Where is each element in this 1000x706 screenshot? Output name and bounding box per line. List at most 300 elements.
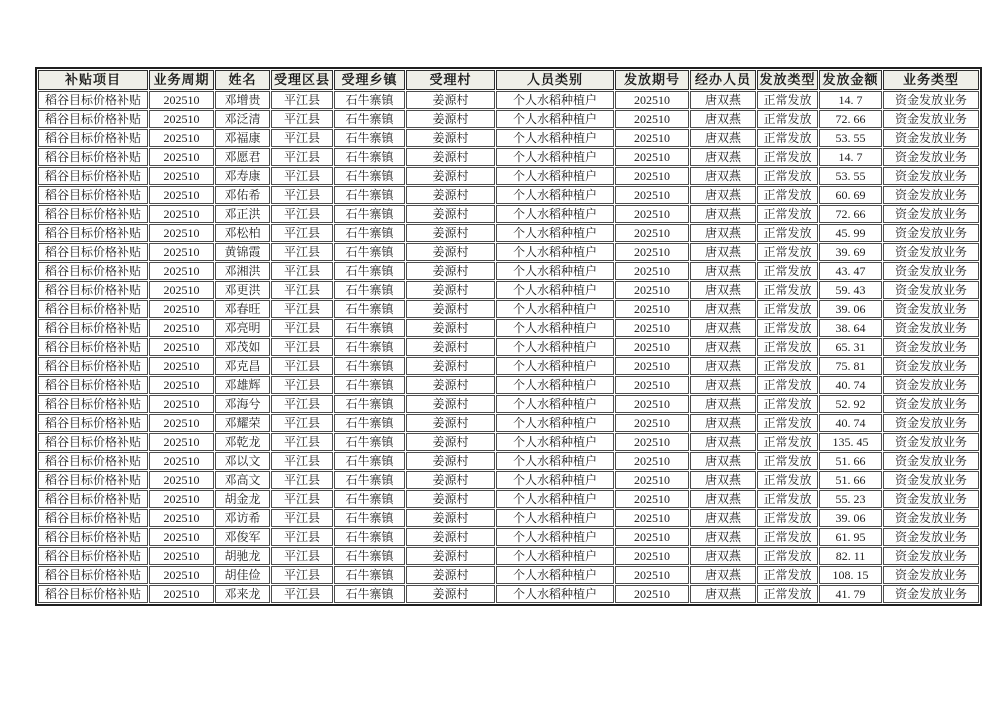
table-cell: 108. 15 [819, 566, 882, 584]
table-cell: 202510 [149, 528, 214, 546]
table-cell: 邓福康 [215, 129, 270, 147]
column-header: 发放类型 [757, 70, 818, 90]
table-cell: 正常发放 [757, 452, 818, 470]
table-header [38, 70, 979, 90]
table-cell: 202510 [615, 300, 689, 318]
table-cell: 资金发放业务 [883, 205, 979, 223]
table-row [38, 376, 979, 394]
table-row [38, 433, 979, 451]
table-cell: 45. 99 [819, 224, 882, 242]
table-cell: 202510 [149, 452, 214, 470]
table-cell: 姜源村 [406, 376, 495, 394]
table-cell: 14. 7 [819, 148, 882, 166]
table-cell: 石牛寨镇 [334, 452, 405, 470]
table-cell: 姜源村 [406, 338, 495, 356]
table-cell: 石牛寨镇 [334, 167, 405, 185]
table-cell: 资金发放业务 [883, 129, 979, 147]
table-cell: 202510 [149, 91, 214, 109]
table-cell: 正常发放 [757, 509, 818, 527]
table-cell: 石牛寨镇 [334, 224, 405, 242]
table-cell: 个人水稻种植户 [496, 376, 614, 394]
table-cell: 平江县 [271, 452, 333, 470]
table-cell: 正常发放 [757, 547, 818, 565]
table-cell: 姜源村 [406, 300, 495, 318]
table-cell: 姜源村 [406, 110, 495, 128]
table-cell: 202510 [615, 186, 689, 204]
table-cell: 石牛寨镇 [334, 376, 405, 394]
table-cell: 正常发放 [757, 300, 818, 318]
column-header: 补贴项目 [38, 70, 148, 90]
table-cell: 53. 55 [819, 129, 882, 147]
table-cell: 邓春旺 [215, 300, 270, 318]
table-cell: 202510 [615, 395, 689, 413]
table-cell: 资金发放业务 [883, 319, 979, 337]
table-cell: 正常发放 [757, 566, 818, 584]
table-cell: 石牛寨镇 [334, 547, 405, 565]
table-cell: 个人水稻种植户 [496, 319, 614, 337]
table-cell: 202510 [149, 357, 214, 375]
table-cell: 唐双燕 [690, 91, 756, 109]
table-cell: 唐双燕 [690, 167, 756, 185]
table-cell: 稻谷目标价格补贴 [38, 452, 148, 470]
table-cell: 资金发放业务 [883, 566, 979, 584]
table-cell: 邓乾龙 [215, 433, 270, 451]
table-cell: 资金发放业务 [883, 471, 979, 489]
table-cell: 邓泛清 [215, 110, 270, 128]
table-cell: 202510 [615, 129, 689, 147]
table-cell: 稻谷目标价格补贴 [38, 357, 148, 375]
table-cell: 姜源村 [406, 243, 495, 261]
table-cell: 稻谷目标价格补贴 [38, 414, 148, 432]
table-cell: 平江县 [271, 148, 333, 166]
table-cell: 61. 95 [819, 528, 882, 546]
table-cell: 38. 64 [819, 319, 882, 337]
table-cell: 52. 92 [819, 395, 882, 413]
table-cell: 稻谷目标价格补贴 [38, 110, 148, 128]
table-cell: 稻谷目标价格补贴 [38, 129, 148, 147]
table-cell: 石牛寨镇 [334, 91, 405, 109]
table-cell: 邓佑希 [215, 186, 270, 204]
table-cell: 平江县 [271, 186, 333, 204]
table-cell: 正常发放 [757, 414, 818, 432]
table-cell: 正常发放 [757, 243, 818, 261]
table-cell: 平江县 [271, 585, 333, 603]
table-cell: 平江县 [271, 357, 333, 375]
table-cell: 平江县 [271, 528, 333, 546]
table-row [38, 300, 979, 318]
column-header: 经办人员 [690, 70, 756, 90]
table-cell: 正常发放 [757, 471, 818, 489]
table-cell: 72. 66 [819, 110, 882, 128]
table-row [38, 395, 979, 413]
table-cell: 202510 [149, 433, 214, 451]
table-cell: 姜源村 [406, 490, 495, 508]
table-cell: 邓茂如 [215, 338, 270, 356]
table-cell: 稻谷目标价格补贴 [38, 547, 148, 565]
table-cell: 稻谷目标价格补贴 [38, 224, 148, 242]
table-cell: 唐双燕 [690, 281, 756, 299]
table-cell: 姜源村 [406, 471, 495, 489]
table-cell: 唐双燕 [690, 395, 756, 413]
table-cell: 个人水稻种植户 [496, 357, 614, 375]
table-cell: 邓访希 [215, 509, 270, 527]
table-cell: 平江县 [271, 433, 333, 451]
table-row [38, 414, 979, 432]
table-row [38, 281, 979, 299]
table-cell: 75. 81 [819, 357, 882, 375]
table-cell: 唐双燕 [690, 148, 756, 166]
table-row [38, 186, 979, 204]
table-cell: 邓正洪 [215, 205, 270, 223]
table-cell: 稻谷目标价格补贴 [38, 585, 148, 603]
table-cell: 59. 43 [819, 281, 882, 299]
table-cell: 石牛寨镇 [334, 433, 405, 451]
table-cell: 平江县 [271, 205, 333, 223]
table-cell: 202510 [615, 319, 689, 337]
table-cell: 202510 [615, 91, 689, 109]
table-cell: 202510 [149, 224, 214, 242]
table-cell: 稻谷目标价格补贴 [38, 91, 148, 109]
table-cell: 平江县 [271, 338, 333, 356]
table-cell: 唐双燕 [690, 376, 756, 394]
table-cell: 202510 [615, 585, 689, 603]
table-cell: 202510 [149, 566, 214, 584]
table-cell: 82. 11 [819, 547, 882, 565]
table-cell: 石牛寨镇 [334, 414, 405, 432]
table-cell: 202510 [149, 509, 214, 527]
table-cell: 个人水稻种植户 [496, 300, 614, 318]
table-cell: 唐双燕 [690, 186, 756, 204]
table-cell: 稻谷目标价格补贴 [38, 509, 148, 527]
table-cell: 202510 [615, 376, 689, 394]
table-cell: 邓俊军 [215, 528, 270, 546]
table-cell: 平江县 [271, 414, 333, 432]
table-row [38, 91, 979, 109]
table-cell: 平江县 [271, 129, 333, 147]
table-cell: 胡驰龙 [215, 547, 270, 565]
table-cell: 稻谷目标价格补贴 [38, 243, 148, 261]
table-cell: 202510 [149, 148, 214, 166]
table-row [38, 167, 979, 185]
table-cell: 资金发放业务 [883, 186, 979, 204]
table-cell: 202510 [615, 281, 689, 299]
table-cell: 平江县 [271, 224, 333, 242]
table-cell: 资金发放业务 [883, 547, 979, 565]
table-cell: 个人水稻种植户 [496, 585, 614, 603]
table-cell: 稻谷目标价格补贴 [38, 376, 148, 394]
table-cell: 资金发放业务 [883, 509, 979, 527]
table-cell: 邓愿君 [215, 148, 270, 166]
table-cell: 正常发放 [757, 585, 818, 603]
table-cell: 姜源村 [406, 281, 495, 299]
table-cell: 邓松柏 [215, 224, 270, 242]
table-cell: 石牛寨镇 [334, 528, 405, 546]
table-cell: 邓湘洪 [215, 262, 270, 280]
table-cell: 资金发放业务 [883, 585, 979, 603]
table-cell: 正常发放 [757, 186, 818, 204]
table-cell: 个人水稻种植户 [496, 91, 614, 109]
table-cell: 51. 66 [819, 452, 882, 470]
table-cell: 个人水稻种植户 [496, 566, 614, 584]
table-cell: 邓亮明 [215, 319, 270, 337]
table-row [38, 357, 979, 375]
table-cell: 姜源村 [406, 452, 495, 470]
table-cell: 石牛寨镇 [334, 319, 405, 337]
table-cell: 正常发放 [757, 148, 818, 166]
table-cell: 姜源村 [406, 395, 495, 413]
table-cell: 53. 55 [819, 167, 882, 185]
table-cell: 40. 74 [819, 414, 882, 432]
table-cell: 唐双燕 [690, 452, 756, 470]
table-cell: 个人水稻种植户 [496, 452, 614, 470]
table-cell: 资金发放业务 [883, 490, 979, 508]
table-cell: 唐双燕 [690, 433, 756, 451]
table-cell: 姜源村 [406, 205, 495, 223]
table-row [38, 452, 979, 470]
table-cell: 202510 [149, 167, 214, 185]
subsidy-table [35, 67, 982, 606]
table-cell: 平江县 [271, 281, 333, 299]
table-cell: 稻谷目标价格补贴 [38, 528, 148, 546]
table-cell: 资金发放业务 [883, 262, 979, 280]
table-row [38, 243, 979, 261]
table-cell: 202510 [615, 357, 689, 375]
table-cell: 唐双燕 [690, 357, 756, 375]
table-cell: 稻谷目标价格补贴 [38, 262, 148, 280]
table-row [38, 110, 979, 128]
column-header: 受理区县 [271, 70, 333, 90]
table-cell: 邓雄辉 [215, 376, 270, 394]
table-cell: 稻谷目标价格补贴 [38, 471, 148, 489]
table-row [38, 338, 979, 356]
table-row [38, 148, 979, 166]
table-cell: 202510 [149, 585, 214, 603]
table-cell: 平江县 [271, 376, 333, 394]
table-row [38, 129, 979, 147]
table-cell: 51. 66 [819, 471, 882, 489]
table-cell: 资金发放业务 [883, 91, 979, 109]
table-cell: 唐双燕 [690, 471, 756, 489]
table-cell: 姜源村 [406, 262, 495, 280]
table-cell: 65. 31 [819, 338, 882, 356]
table-cell: 202510 [615, 528, 689, 546]
table-cell: 202510 [615, 433, 689, 451]
table-row [38, 547, 979, 565]
table-cell: 41. 79 [819, 585, 882, 603]
table-cell: 202510 [149, 319, 214, 337]
table-cell: 正常发放 [757, 167, 818, 185]
table-row [38, 262, 979, 280]
table-cell: 39. 06 [819, 509, 882, 527]
table-cell: 资金发放业务 [883, 433, 979, 451]
column-header: 发放金额 [819, 70, 882, 90]
table-cell: 邓更洪 [215, 281, 270, 299]
table-cell: 72. 66 [819, 205, 882, 223]
table-cell: 202510 [615, 243, 689, 261]
table-cell: 姜源村 [406, 566, 495, 584]
table-cell: 唐双燕 [690, 224, 756, 242]
table-cell: 202510 [615, 471, 689, 489]
table-cell: 135. 45 [819, 433, 882, 451]
table-cell: 邓寿康 [215, 167, 270, 185]
table-cell: 正常发放 [757, 433, 818, 451]
table-cell: 邓增贵 [215, 91, 270, 109]
table-cell: 正常发放 [757, 376, 818, 394]
table-cell: 石牛寨镇 [334, 205, 405, 223]
table-cell: 202510 [615, 205, 689, 223]
table-cell: 唐双燕 [690, 547, 756, 565]
table-cell: 202510 [615, 509, 689, 527]
table-cell: 40. 74 [819, 376, 882, 394]
column-header: 人员类别 [496, 70, 614, 90]
table-cell: 唐双燕 [690, 300, 756, 318]
table-cell: 稻谷目标价格补贴 [38, 433, 148, 451]
table-cell: 资金发放业务 [883, 110, 979, 128]
table-cell: 唐双燕 [690, 129, 756, 147]
table-cell: 石牛寨镇 [334, 357, 405, 375]
table-body [38, 91, 979, 603]
table-cell: 正常发放 [757, 281, 818, 299]
table-cell: 个人水稻种植户 [496, 414, 614, 432]
column-header: 业务类型 [883, 70, 979, 90]
table-cell: 姜源村 [406, 319, 495, 337]
table-cell: 姜源村 [406, 528, 495, 546]
table-cell: 稻谷目标价格补贴 [38, 566, 148, 584]
table-row [38, 471, 979, 489]
table-cell: 个人水稻种植户 [496, 338, 614, 356]
table-cell: 正常发放 [757, 91, 818, 109]
table-cell: 202510 [149, 243, 214, 261]
table-cell: 个人水稻种植户 [496, 186, 614, 204]
table-cell: 平江县 [271, 319, 333, 337]
table-cell: 石牛寨镇 [334, 490, 405, 508]
table-cell: 资金发放业务 [883, 376, 979, 394]
table-cell: 202510 [149, 186, 214, 204]
table-cell: 202510 [615, 414, 689, 432]
table-cell: 胡佳俭 [215, 566, 270, 584]
table-cell: 个人水稻种植户 [496, 262, 614, 280]
table-cell: 石牛寨镇 [334, 148, 405, 166]
table-cell: 55. 23 [819, 490, 882, 508]
table-cell: 正常发放 [757, 319, 818, 337]
table-cell: 石牛寨镇 [334, 509, 405, 527]
table-cell: 石牛寨镇 [334, 281, 405, 299]
table-cell: 43. 47 [819, 262, 882, 280]
table-cell: 202510 [149, 281, 214, 299]
table-cell: 邓海兮 [215, 395, 270, 413]
table-cell: 平江县 [271, 262, 333, 280]
table-cell: 石牛寨镇 [334, 338, 405, 356]
table-cell: 稻谷目标价格补贴 [38, 186, 148, 204]
table-cell: 姜源村 [406, 547, 495, 565]
table-cell: 资金发放业务 [883, 528, 979, 546]
table-cell: 平江县 [271, 300, 333, 318]
table-cell: 稻谷目标价格补贴 [38, 167, 148, 185]
table-cell: 唐双燕 [690, 110, 756, 128]
table-cell: 平江县 [271, 566, 333, 584]
table-cell: 平江县 [271, 243, 333, 261]
table-cell: 个人水稻种植户 [496, 110, 614, 128]
table-cell: 邓克昌 [215, 357, 270, 375]
table-row [38, 490, 979, 508]
table-cell: 202510 [615, 452, 689, 470]
table-row [38, 205, 979, 223]
table-cell: 稻谷目标价格补贴 [38, 319, 148, 337]
table-row [38, 509, 979, 527]
column-header: 姓名 [215, 70, 270, 90]
column-header: 发放期号 [615, 70, 689, 90]
table-cell: 石牛寨镇 [334, 129, 405, 147]
table-cell: 个人水稻种植户 [496, 471, 614, 489]
table-cell: 202510 [149, 205, 214, 223]
table-cell: 胡金龙 [215, 490, 270, 508]
table-cell: 稻谷目标价格补贴 [38, 338, 148, 356]
table-cell: 资金发放业务 [883, 243, 979, 261]
table-cell: 正常发放 [757, 110, 818, 128]
table-cell: 资金发放业务 [883, 148, 979, 166]
table-row [38, 224, 979, 242]
table-cell: 正常发放 [757, 205, 818, 223]
table-cell: 202510 [149, 262, 214, 280]
table-cell: 202510 [615, 110, 689, 128]
table-cell: 平江县 [271, 547, 333, 565]
table-row [38, 585, 979, 603]
table-cell: 资金发放业务 [883, 452, 979, 470]
table-cell: 稻谷目标价格补贴 [38, 205, 148, 223]
table-cell: 个人水稻种植户 [496, 243, 614, 261]
table-cell: 邓耀荣 [215, 414, 270, 432]
table-cell: 正常发放 [757, 528, 818, 546]
table-cell: 石牛寨镇 [334, 186, 405, 204]
table-cell: 正常发放 [757, 395, 818, 413]
table-cell: 石牛寨镇 [334, 566, 405, 584]
table-cell: 姜源村 [406, 433, 495, 451]
column-header: 受理乡镇 [334, 70, 405, 90]
table-cell: 正常发放 [757, 129, 818, 147]
table-cell: 唐双燕 [690, 566, 756, 584]
table-cell: 稻谷目标价格补贴 [38, 490, 148, 508]
table-header-row [38, 70, 979, 90]
table-cell: 资金发放业务 [883, 414, 979, 432]
table-cell: 石牛寨镇 [334, 243, 405, 261]
table-cell: 正常发放 [757, 338, 818, 356]
table-cell: 202510 [149, 110, 214, 128]
table-cell: 39. 69 [819, 243, 882, 261]
table-cell: 资金发放业务 [883, 224, 979, 242]
table-cell: 姜源村 [406, 148, 495, 166]
table-cell: 石牛寨镇 [334, 300, 405, 318]
table-cell: 202510 [149, 376, 214, 394]
table-cell: 平江县 [271, 471, 333, 489]
table-cell: 202510 [615, 148, 689, 166]
table-cell: 202510 [149, 547, 214, 565]
table-cell: 202510 [149, 490, 214, 508]
table-cell: 正常发放 [757, 262, 818, 280]
table-cell: 个人水稻种植户 [496, 129, 614, 147]
table-cell: 唐双燕 [690, 243, 756, 261]
table-cell: 个人水稻种植户 [496, 205, 614, 223]
table-cell: 14. 7 [819, 91, 882, 109]
table-cell: 石牛寨镇 [334, 471, 405, 489]
table-cell: 个人水稻种植户 [496, 509, 614, 527]
table-cell: 姜源村 [406, 129, 495, 147]
table-cell: 个人水稻种植户 [496, 433, 614, 451]
table-cell: 唐双燕 [690, 205, 756, 223]
table-cell: 正常发放 [757, 357, 818, 375]
table-cell: 202510 [615, 262, 689, 280]
table-cell: 石牛寨镇 [334, 262, 405, 280]
table-cell: 个人水稻种植户 [496, 224, 614, 242]
